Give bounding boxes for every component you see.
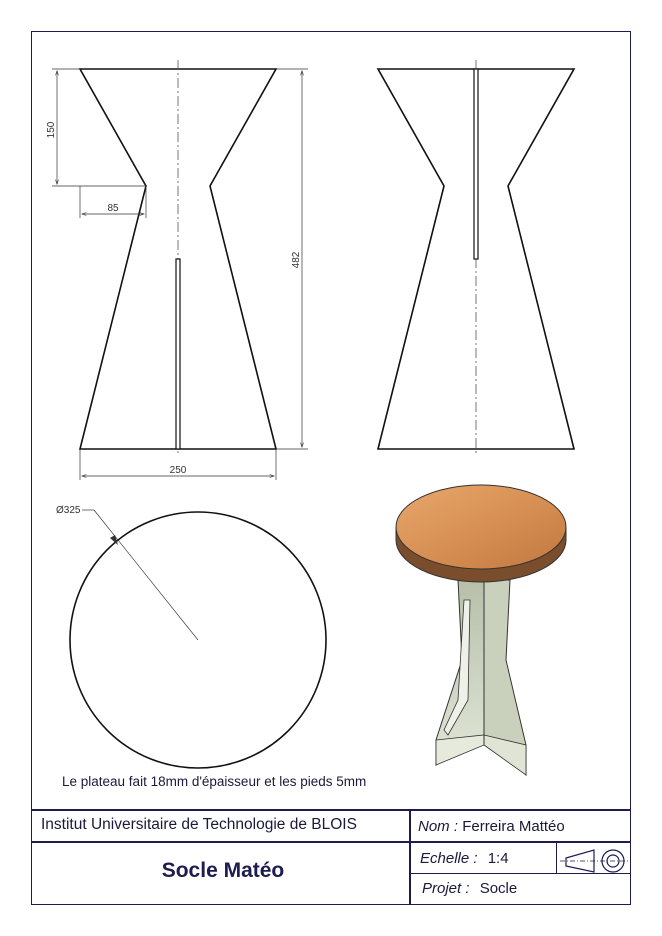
scale-label: Echelle :: [420, 850, 478, 867]
dimension-label-482: 482: [291, 251, 302, 269]
title-block-row-divider: [409, 873, 631, 874]
dimension-label-85: 85: [107, 203, 119, 214]
dimension-150: [46, 69, 146, 186]
isometric-view: [396, 485, 566, 775]
top-view: [56, 505, 326, 768]
side-view: [378, 60, 574, 455]
dimension-85: [80, 186, 146, 218]
name-field: [418, 818, 565, 835]
dimension-label-250: 250: [169, 465, 187, 476]
name-value: Ferreira Mattéo: [462, 818, 565, 835]
thickness-note: Le plateau fait 18mm d'épaisseur et les pieds 5mm: [62, 774, 367, 789]
dimension-250: [80, 449, 276, 480]
title-block-top-border: [31, 809, 631, 811]
project-value: Socle: [479, 880, 518, 897]
project-label: Projet :: [422, 880, 470, 897]
institution-name: Institut Universitaire de Technologie de BLOIS: [41, 816, 357, 833]
scale-value: 1:4: [487, 850, 509, 867]
dimension-482: [276, 69, 308, 449]
dimension-label-150: 150: [46, 121, 57, 139]
title-block-vertical-divider: [409, 809, 411, 905]
title-block-divider: [31, 841, 631, 843]
title-block-symbol-divider: [556, 842, 557, 873]
project-field: [422, 880, 517, 897]
dimension-label-diameter: Ø325: [56, 505, 81, 516]
front-view: [80, 60, 276, 455]
drawing-title: Socle Matéo: [161, 859, 285, 882]
scale-field: [420, 850, 509, 867]
first-angle-projection-icon: [560, 850, 628, 872]
name-label: Nom :: [418, 818, 459, 835]
